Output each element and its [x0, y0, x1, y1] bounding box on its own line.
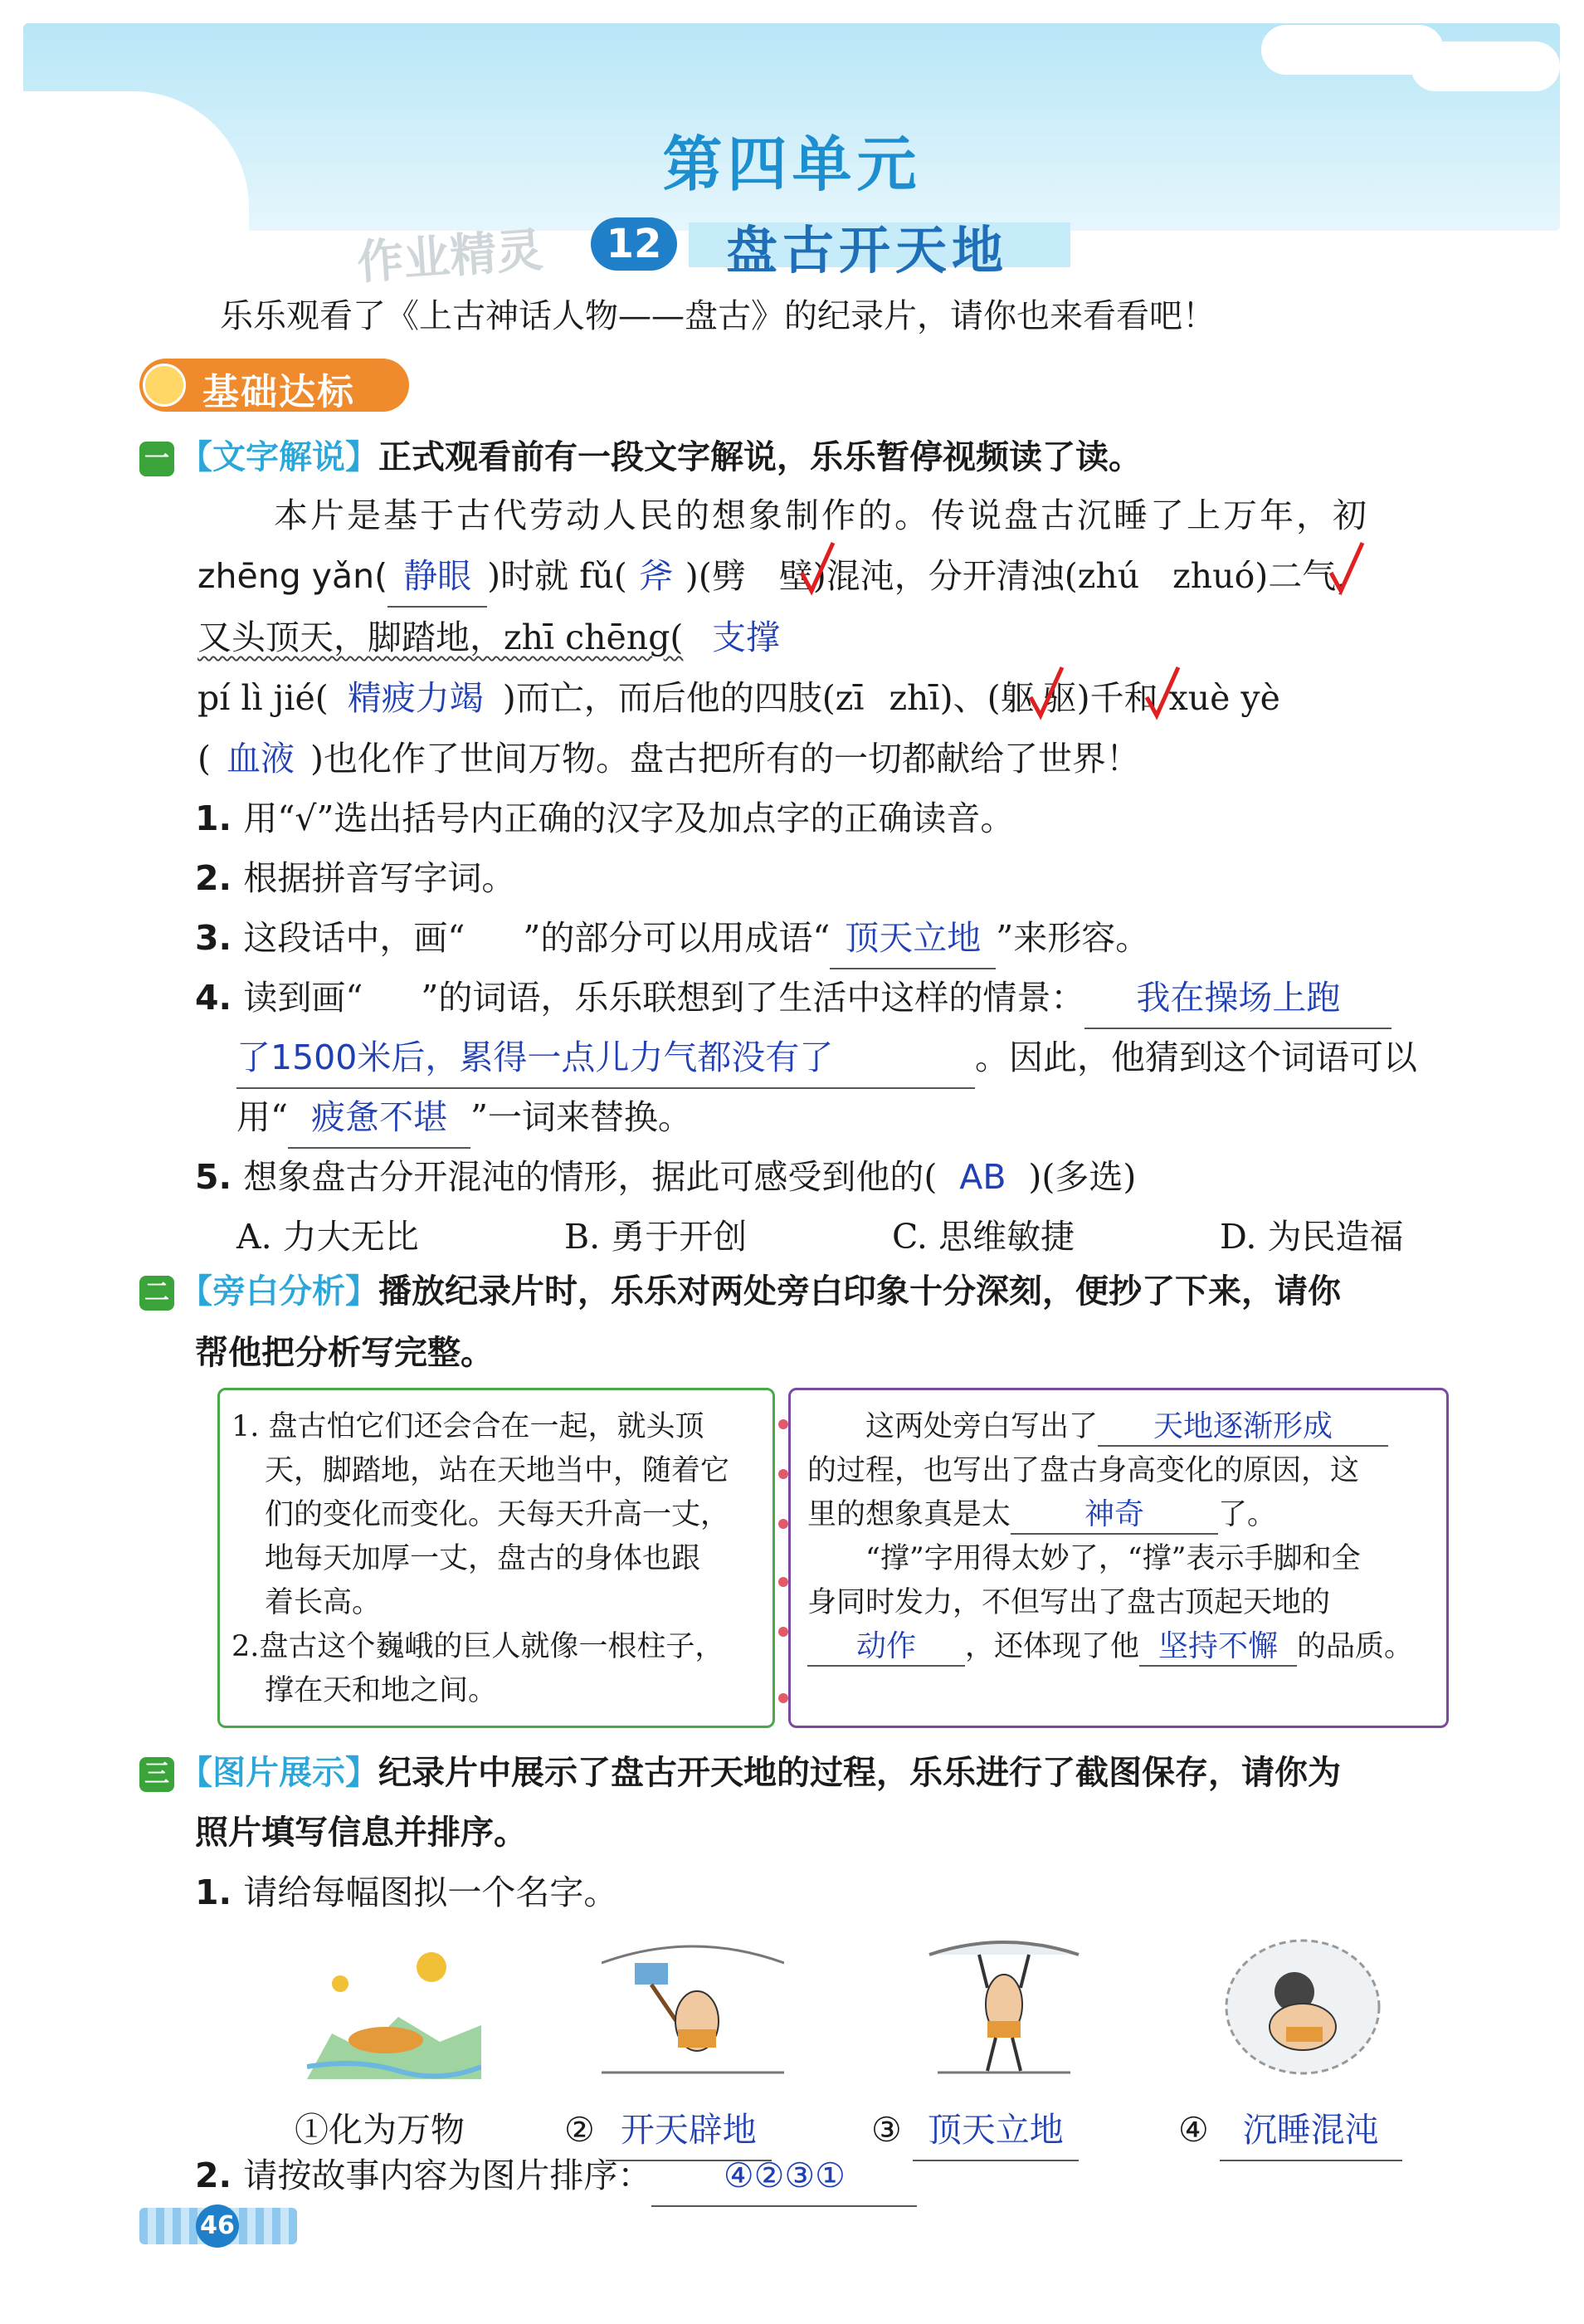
answer-xueye: 血液	[227, 739, 295, 779]
narration-left-box: 1. 盘古怕它们还会合在一起，就头顶 天，脚踏地，站在天地当中，随着它 们的变化而变化。天每天升高一丈， 地每天加厚一丈，盘古的身体也跟 着长高。 2.盘古这个巍峨的巨人就像一根柱子， 撑在天和地之间。	[217, 1388, 775, 1728]
question-5: 5. 想象盘古分开混沌的情形，据此可感受到他的( AB )(多选)	[195, 1147, 1136, 1207]
option-c: C. 思维敏捷	[892, 1217, 1075, 1257]
section3-heading-2: 照片填写信息并排序。	[195, 1814, 527, 1852]
answer-label-4: 沉睡混沌	[1220, 2100, 1402, 2161]
section1-heading	[139, 427, 1142, 487]
section3-question-1: 1. 请给每幅图拟一个名字。	[195, 1872, 618, 1912]
picture-label-1: ①化为万物	[295, 2110, 465, 2150]
option-a: A. 力大无比	[236, 1217, 419, 1257]
answer-r6-1: 动作	[807, 1628, 965, 1667]
answer-zhengyan: 静眼	[387, 546, 487, 608]
question-4-line3: 用“ 疲惫不堪 ”一词来替换。	[236, 1087, 692, 1149]
picture-label-4: ④ 沉睡混沌	[1178, 2100, 1402, 2161]
question-4-line2: 了1500米后，累得一点儿力气都没有了 。因此，他猜到这个词语可以	[236, 1028, 1417, 1089]
check-mark-icon	[1027, 664, 1065, 722]
section3-question-2: 2. 请按故事内容为图片排序： ④②③①	[195, 2146, 917, 2207]
answer-q3: 顶天立地	[830, 908, 996, 969]
section1-bracket: 【文字解说】	[179, 438, 378, 476]
check-mark-icon	[1143, 664, 1182, 722]
answer-r3: 神奇	[1011, 1496, 1218, 1535]
lesson-title: 盘古开天地	[726, 220, 1009, 281]
picture-label-2: ② 开天辟地	[564, 2100, 772, 2161]
section1-text: 正式观看前有一段文字解说，乐乐暂停视频读了读。	[378, 438, 1142, 476]
medal-icon	[143, 364, 186, 407]
section2-text: 播放纪录片时，乐乐对两处旁白印象十分深刻，便抄了下来，请你	[378, 1272, 1341, 1311]
answer-r6-2: 坚持不懈	[1139, 1628, 1297, 1667]
answer-fu: 斧	[639, 556, 674, 596]
badge-label: 基础达标	[202, 371, 355, 413]
section3-tag: 三	[139, 1757, 174, 1792]
question-4: 4. 读到画“ ”的词语，乐乐联想到了生活中这样的情景： 我在操场上跑	[195, 968, 1391, 1029]
picture-label-3: ③ 顶天立地	[871, 2100, 1079, 2161]
pangu-sleeping-illustration	[1220, 1934, 1386, 2079]
answer-order: ④②③①	[651, 2146, 917, 2207]
unit-title: 第四单元	[662, 129, 922, 199]
answer-zhicheng: 支撑	[712, 618, 780, 657]
check-mark-icon	[798, 540, 836, 598]
lesson-number: 12	[606, 221, 662, 267]
answer-jinpilijie: 精疲力竭	[347, 678, 484, 718]
answer-q4-1: 我在操场上跑	[1084, 968, 1391, 1029]
para-line-1: 本片是基于古代劳动人民的想象制作的。传说盘古沉睡了上万年，初	[274, 496, 1369, 535]
section3-bracket: 【图片展示】	[179, 1754, 378, 1792]
answer-q4-3: 疲惫不堪	[288, 1087, 470, 1149]
question-1: 1. 用“√”选出括号内正确的汉字及加点字的正确读音。	[195, 798, 1015, 838]
section3-heading	[139, 1743, 1341, 1803]
option-b: B. 勇于开创	[564, 1217, 748, 1257]
pangu-transforms-illustration	[307, 1934, 481, 2079]
intro-text: 乐乐观看了《上古神话人物——盘古》的纪录片，请你也来看看吧！	[220, 297, 1216, 335]
cloud	[1411, 42, 1560, 91]
badge	[139, 359, 409, 412]
question-2: 2. 根据拼音写字词。	[195, 858, 516, 898]
section2-heading-2: 帮他把分析写完整。	[195, 1334, 494, 1372]
option-d: D. 为民造福	[1220, 1217, 1404, 1257]
check-mark-icon	[1328, 540, 1366, 598]
analysis-right-box: 这两处旁白写出了 天地逐渐形成 的过程，也写出了盘古身高变化的原因，这 里的想象真是太 神奇 了。 “撑”字用得太妙了，“撑”表示手脚和全 身同时发力，不但写出了盘古顶起天地的 动作 ，还体现了他 坚持不懈 的品质。	[788, 1388, 1449, 1728]
para-line-2: zhēng yǎn( 静眼 )时就 fǔ( 斧 )(劈 壁)混沌，分开清浊(zhú zhuó)二气，	[197, 546, 1370, 608]
pangu-chopping-illustration	[602, 1930, 784, 2079]
answer-q5: AB	[959, 1157, 1006, 1197]
answer-label-3: 顶天立地	[913, 2100, 1079, 2161]
lesson-number-badge	[591, 217, 677, 271]
section1-tag: 一	[139, 442, 174, 476]
section2-heading	[139, 1262, 1341, 1321]
para-line-3: 又头顶天，脚踏地，zhī chēng(	[197, 618, 684, 657]
para-line-4: pí lì jié( 精疲力竭 )而亡，而后他的四肢(zī zhī)、(躯 驱)千和 xuè yè	[197, 668, 1280, 728]
question-3: 3. 这段话中，画“ ”的部分可以用成语“ 顶天立地 ”来形容。	[195, 908, 1149, 969]
pangu-holding-sky-illustration	[921, 1930, 1087, 2079]
answer-r1: 天地逐渐形成	[1098, 1409, 1388, 1447]
answer-label-2: 开天辟地	[606, 2100, 772, 2161]
para-line-5: ( 血液 )也化作了世间万物。盘古把所有的一切都献给了世界！	[197, 729, 1140, 788]
section3-text: 纪录片中展示了盘古开天地的过程，乐乐进行了截图保存，请你为	[378, 1754, 1341, 1792]
page-number: 46	[196, 2204, 239, 2248]
section2-tag: 二	[139, 1276, 174, 1311]
watermark: 作业精灵	[355, 223, 545, 290]
section2-bracket: 【旁白分析】	[179, 1272, 378, 1311]
answer-q4-2: 了1500米后，累得一点儿力气都没有了	[236, 1028, 975, 1089]
